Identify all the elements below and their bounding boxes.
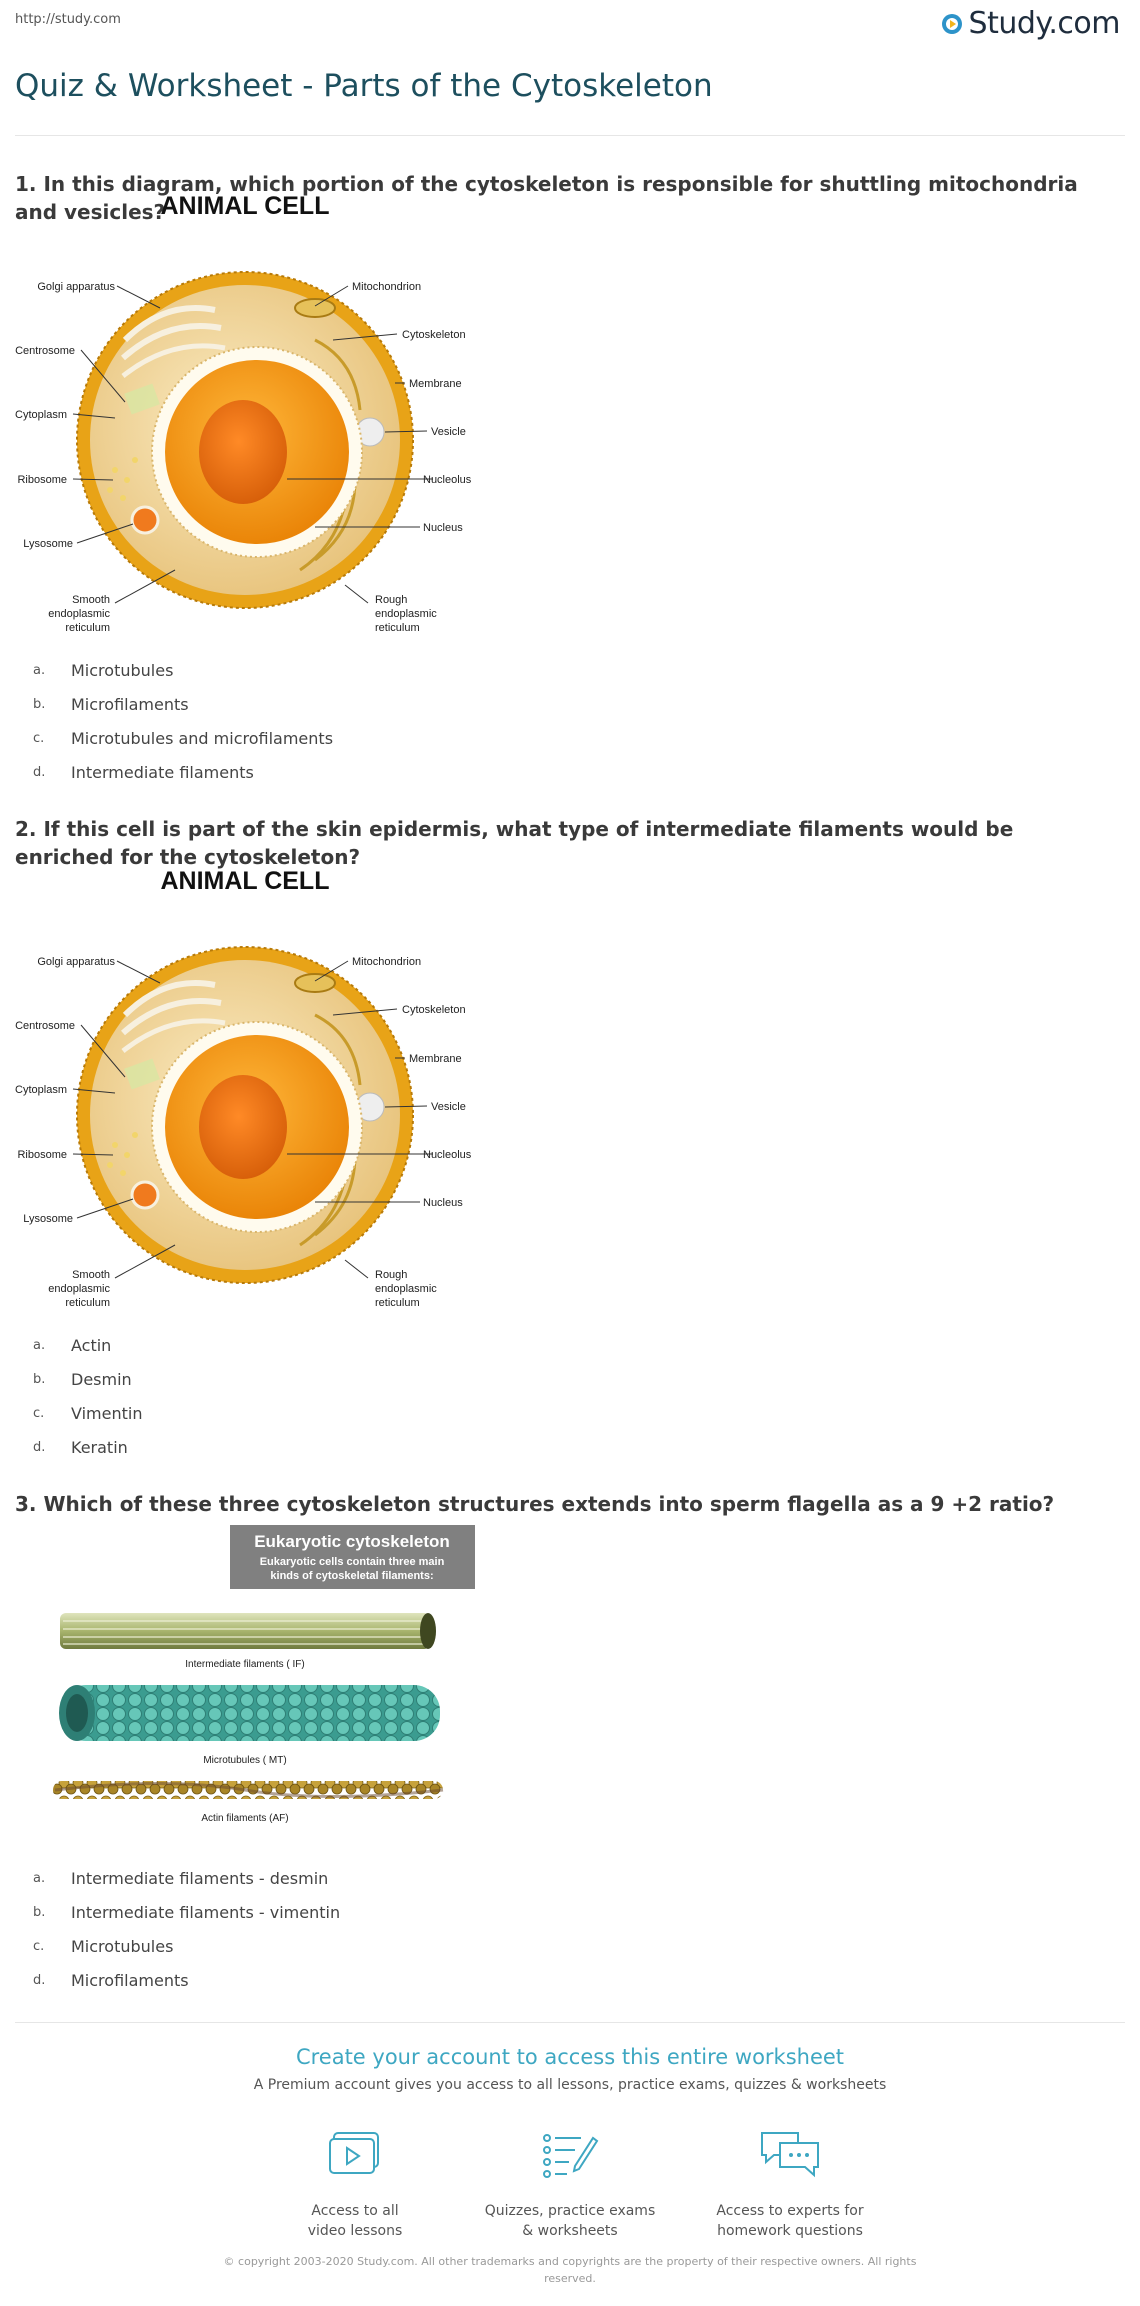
label-cytoplasm: Cytoplasm xyxy=(15,409,67,421)
label-vesicle: Vesicle xyxy=(431,1101,466,1113)
label-smooth-er: Smooth xyxy=(72,594,110,606)
question-3-text: 3. Which of these three cytoskeleton structures extends into sperm flagella as a 9 +2 ratio? xyxy=(15,1492,1055,1516)
lysosome xyxy=(132,1182,158,1208)
play-logo-icon xyxy=(941,13,963,35)
question-2-text: 2. If this cell is part of the skin epidermis, what type of intermediate filaments would be enriched for the cytoskeleton? xyxy=(15,817,1014,869)
label-rough-er: Rough xyxy=(375,1269,408,1281)
label-cytoskeleton: Cytoskeleton xyxy=(402,1004,466,1016)
cell-diagram-title: ANIMAL CELL xyxy=(160,867,330,895)
site-url[interactable]: http://study.com xyxy=(15,12,121,27)
mitochondrion xyxy=(295,299,335,317)
question-1-text: 1. In this diagram, which portion of the cytoskeleton is responsible for shuttling mitochondria and vesicles? xyxy=(15,172,1078,224)
svg-text:reticulum: reticulum xyxy=(375,622,420,634)
lysosome xyxy=(132,507,158,533)
label-cytoplasm: Cytoplasm xyxy=(15,1084,67,1096)
microtubule-illustration xyxy=(59,1685,440,1741)
choice-3b[interactable]: b. Intermediate filaments - vimentin xyxy=(33,1902,341,1922)
label-ribosome: Ribosome xyxy=(17,474,67,486)
svg-text:endoplasmic: endoplasmic xyxy=(375,1283,437,1295)
if-label: Intermediate filaments ( IF) xyxy=(185,1659,305,1670)
feature-label: Access to experts for homework questions xyxy=(716,2203,864,2239)
svg-text:reticulum: reticulum xyxy=(65,1297,110,1309)
feature-label: Quizzes, practice exams & worksheets xyxy=(484,2203,656,2239)
label-mitochondrion: Mitochondrion xyxy=(352,956,422,968)
choice-1c[interactable]: c. Microtubules and microfilaments xyxy=(33,728,334,748)
choice-2c[interactable]: c. Vimentin xyxy=(33,1403,143,1423)
divider xyxy=(15,135,1125,136)
label-golgi: Golgi apparatus xyxy=(37,281,115,293)
svg-text:endoplasmic: endoplasmic xyxy=(48,1283,110,1295)
question-1-choices xyxy=(33,653,333,789)
cytoskeleton-title: Eukaryotic cytoskeleton xyxy=(254,1532,450,1551)
logo-text: Study.com xyxy=(968,6,1120,41)
study-logo[interactable] xyxy=(941,6,1120,41)
svg-text:Eukaryotic cells contain three: Eukaryotic cells contain three main xyxy=(259,1556,445,1568)
label-lysosome: Lysosome xyxy=(23,538,73,550)
choice-1a[interactable]: a. Microtubules xyxy=(33,660,174,680)
label-centrosome: Centrosome xyxy=(15,345,75,357)
label-nucleus: Nucleus xyxy=(423,1197,463,1209)
animal-cell-diagram-2 xyxy=(15,865,475,1329)
mt-label: Microtubules ( MT) xyxy=(203,1755,287,1766)
label-membrane: Membrane xyxy=(409,1053,462,1065)
svg-text:endoplasmic: endoplasmic xyxy=(375,608,437,620)
feature-video-lessons xyxy=(255,2125,455,2241)
choice-2d[interactable]: d. Keratin xyxy=(33,1437,128,1457)
label-ribosome: Ribosome xyxy=(17,1149,67,1161)
choice-3c[interactable]: c. Microtubules xyxy=(33,1936,174,1956)
label-nucleus: Nucleus xyxy=(423,522,463,534)
label-membrane: Membrane xyxy=(409,378,462,390)
nucleolus xyxy=(199,1075,287,1179)
choice-1b[interactable]: b. Microfilaments xyxy=(33,694,189,714)
question-3-choices xyxy=(33,1861,340,1997)
label-mitochondrion: Mitochondrion xyxy=(352,281,422,293)
quiz-checklist-icon xyxy=(541,2130,599,2178)
question-2-choices xyxy=(33,1328,142,1464)
label-smooth-er: Smooth xyxy=(72,1269,110,1281)
feature-quizzes xyxy=(470,2125,670,2241)
video-lesson-icon xyxy=(328,2131,382,2177)
actin-filament-illustration xyxy=(53,1781,443,1799)
copyright: © copyright 2003-2020 Study.com. All other trademarks and copyrights are the property of their respective owners. All rights reserved. xyxy=(223,2255,917,2285)
nucleolus xyxy=(199,400,287,504)
svg-text:reticulum: reticulum xyxy=(375,1297,420,1309)
expert-chat-icon xyxy=(758,2129,822,2179)
label-nucleolus: Nucleolus xyxy=(423,1149,472,1161)
label-golgi: Golgi apparatus xyxy=(37,956,115,968)
label-centrosome: Centrosome xyxy=(15,1020,75,1032)
intermediate-filament-illustration xyxy=(60,1613,436,1649)
svg-text:kinds of cytoskeletal filament: kinds of cytoskeletal filaments: xyxy=(270,1570,434,1582)
choice-2b[interactable]: b. Desmin xyxy=(33,1369,132,1389)
svg-text:reticulum: reticulum xyxy=(65,622,110,634)
choice-1d[interactable]: d. Intermediate filaments xyxy=(33,762,254,782)
label-lysosome: Lysosome xyxy=(23,1213,73,1225)
choice-3d[interactable]: d. Microfilaments xyxy=(33,1970,189,1990)
cta-subtitle: A Premium account gives you access to all lessons, practice exams, quizzes & worksheets xyxy=(253,2077,887,2093)
mitochondrion xyxy=(295,974,335,992)
animal-cell-diagram-1 xyxy=(15,190,475,654)
feature-experts xyxy=(690,2125,890,2241)
label-rough-er: Rough xyxy=(375,594,408,606)
choice-3a[interactable]: a. Intermediate filaments - desmin xyxy=(33,1868,329,1888)
feature-label: Access to all video lessons xyxy=(307,2203,403,2239)
label-cytoskeleton: Cytoskeleton xyxy=(402,329,466,341)
cta-title[interactable]: Create your account to access this entire worksheet xyxy=(295,2045,845,2069)
choice-2a[interactable]: a. Actin xyxy=(33,1335,112,1355)
label-vesicle: Vesicle xyxy=(431,426,466,438)
label-nucleolus: Nucleolus xyxy=(423,474,472,486)
page-title: Quiz & Worksheet - Parts of the Cytoskeleton xyxy=(15,68,713,104)
cell-diagram-title: ANIMAL CELL xyxy=(160,192,330,220)
af-label: Actin filaments (AF) xyxy=(201,1813,289,1824)
svg-text:endoplasmic: endoplasmic xyxy=(48,608,110,620)
cytoskeleton-diagram xyxy=(15,1525,475,1864)
cta-divider xyxy=(15,2022,1125,2023)
